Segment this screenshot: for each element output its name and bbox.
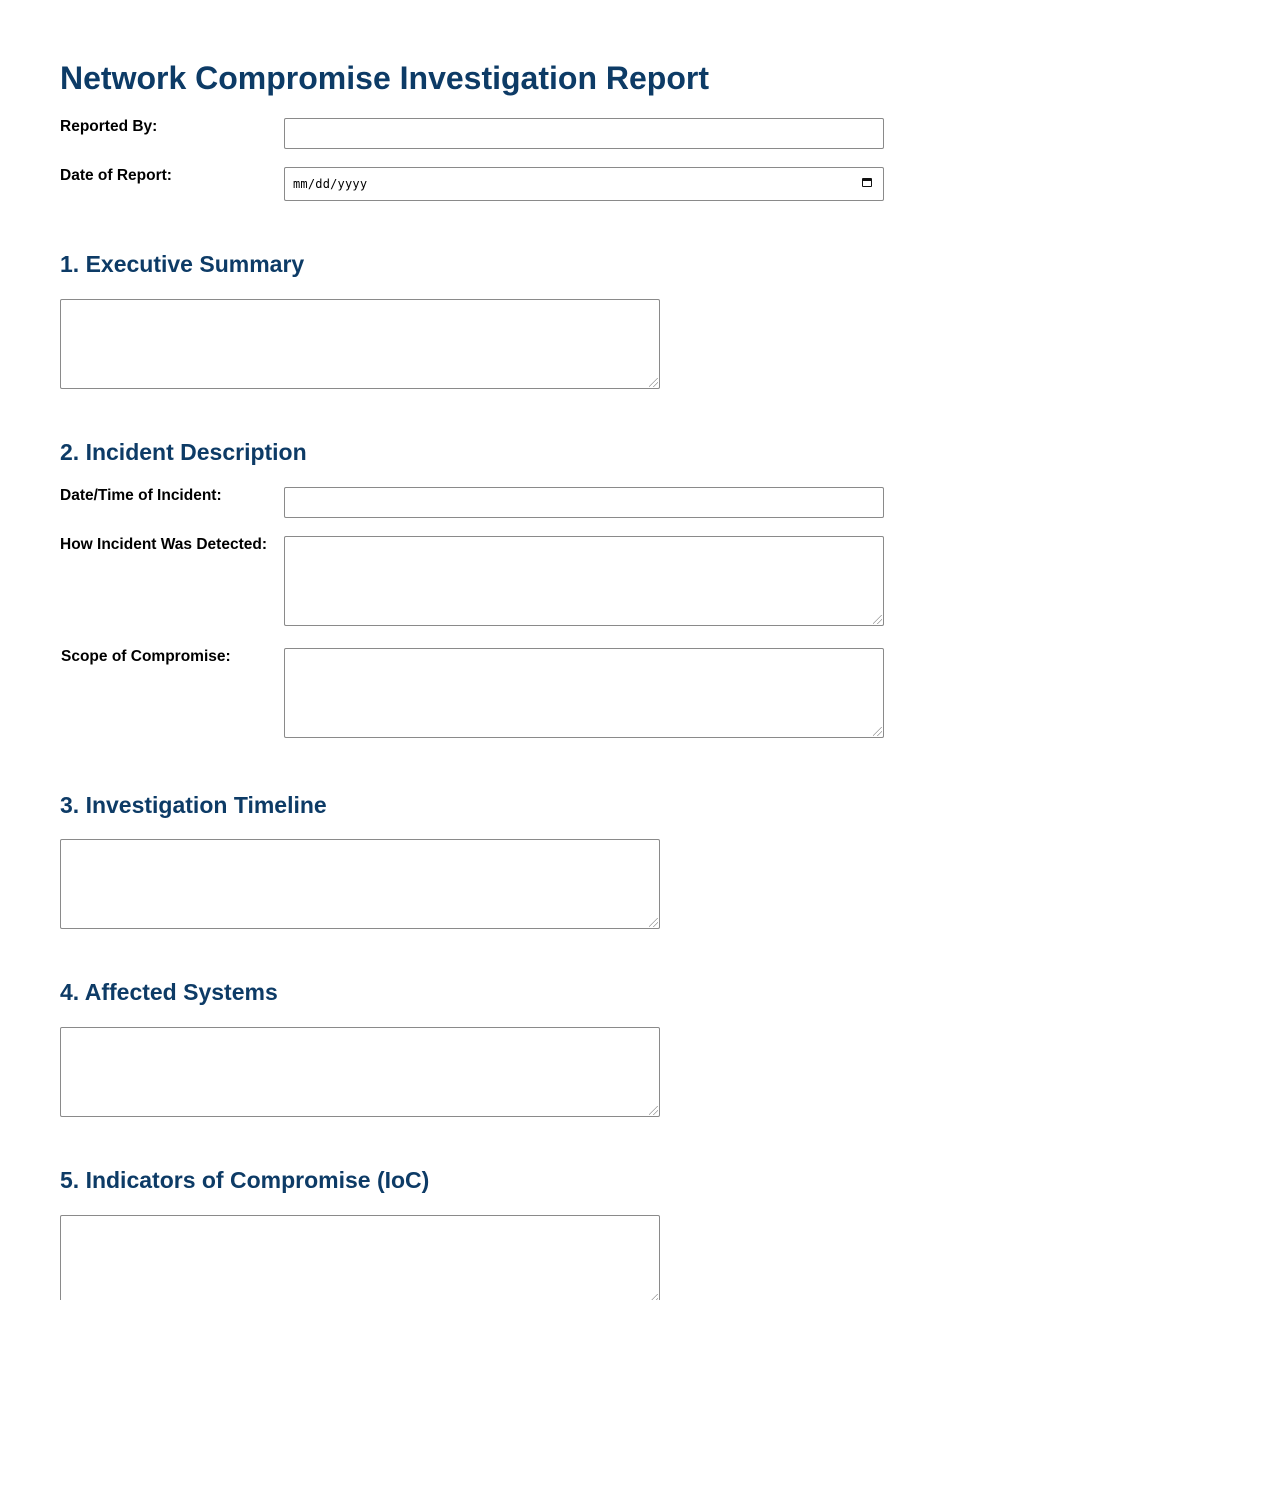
section-heading-incident-description: 2. Incident Description [60, 439, 307, 465]
indicators-textarea[interactable] [60, 1215, 660, 1300]
section-heading-investigation-timeline: 3. Investigation Timeline [60, 792, 327, 818]
investigation-timeline-textarea[interactable] [60, 839, 660, 929]
resize-handle-icon[interactable] [649, 918, 658, 927]
resize-handle-icon[interactable] [873, 615, 882, 624]
resize-handle-icon[interactable] [649, 1106, 658, 1115]
incident-datetime-input[interactable] [284, 487, 884, 518]
date-placeholder: mm/dd/yyyy [293, 177, 368, 191]
detection-method-textarea[interactable] [284, 536, 884, 626]
scope-textarea[interactable] [284, 648, 884, 738]
report-form [60, 0, 1200, 1300]
scope-label: Scope of Compromise: [61, 648, 231, 665]
detection-method-label: How Incident Was Detected: [60, 536, 267, 553]
date-of-report-label: Date of Report: [60, 167, 172, 184]
reported-by-input[interactable] [284, 118, 884, 149]
resize-handle-icon[interactable] [873, 727, 882, 736]
reported-by-label: Reported By: [60, 118, 158, 135]
affected-systems-textarea[interactable] [60, 1027, 660, 1117]
incident-datetime-label: Date/Time of Incident: [60, 487, 222, 504]
section-heading-indicators: 5. Indicators of Compromise (IoC) [60, 1167, 430, 1193]
resize-handle-icon[interactable] [649, 378, 658, 387]
calendar-icon[interactable] [862, 178, 872, 187]
date-of-report-input[interactable] [284, 167, 884, 201]
section-heading-executive-summary: 1. Executive Summary [60, 251, 305, 277]
section-heading-affected-systems: 4. Affected Systems [60, 979, 278, 1005]
page-title: Network Compromise Investigation Report [60, 60, 709, 96]
resize-handle-icon[interactable] [649, 1294, 658, 1300]
executive-summary-textarea[interactable] [60, 299, 660, 389]
